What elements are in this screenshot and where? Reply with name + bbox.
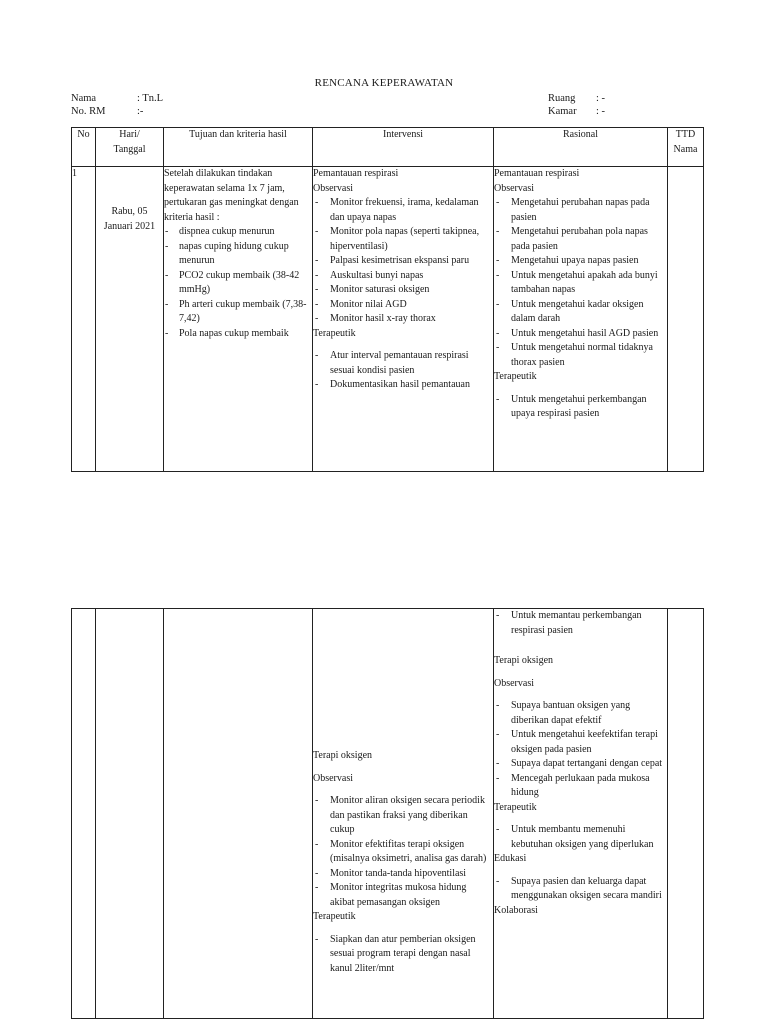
list-item: - Mengetahui perubahan pola napas pada pasien — [494, 225, 667, 254]
row-rasional — [494, 167, 668, 472]
rasional-observasi-list — [494, 699, 667, 801]
intervensi-terapeutik-list — [313, 933, 493, 977]
row-date: Rabu, 05 Januari 2021 — [96, 167, 164, 472]
col-intervensi: Intervensi — [313, 128, 494, 167]
row-tujuan — [164, 609, 313, 1019]
tujuan-list — [164, 225, 312, 341]
row-date — [96, 609, 164, 1019]
rasional-terapeutik-list — [494, 823, 667, 852]
list-item: - Untuk memantau perkembangan respirasi pasien — [494, 609, 667, 638]
row-ttd — [668, 609, 704, 1019]
kamar-value: : - — [596, 106, 606, 117]
rasional-terapeutik-list — [494, 393, 667, 422]
list-item: - Monitor saturasi oksigen — [313, 283, 493, 298]
table-header-row — [72, 128, 704, 167]
list-item: - Monitor hasil x-ray thorax — [313, 312, 493, 327]
care-plan-table-continued — [71, 608, 704, 1019]
list-item: - Untuk mengetahui hasil AGD pasien — [494, 327, 667, 342]
intervensi-observasi-list — [313, 794, 493, 910]
section-heading: Terapeutik — [313, 911, 356, 922]
section-heading: Terapeutik — [494, 371, 537, 382]
list-item: - PCO2 cukup membaik (38-42 mmHg) — [164, 269, 312, 298]
list-item: - Siapkan dan atur pemberian oksigen sesuai program terapi dengan nasal kanul 2liter/mnt — [313, 933, 493, 977]
section-heading: Observasi — [313, 772, 353, 784]
ruang-label: Ruang — [548, 93, 576, 104]
list-item: - Untuk mengetahui keefektifan terapi oksigen pada pasien — [494, 728, 667, 757]
list-item: - Monitor frekuensi, irama, kedalaman dan upaya napas — [313, 196, 493, 225]
nama-label: Nama — [71, 93, 97, 104]
list-item: - Untuk mengetahui apakah ada bunyi tambahan napas — [494, 269, 667, 298]
section-heading: Kolaborasi — [494, 904, 538, 916]
care-plan-table — [71, 127, 704, 472]
row-intervensi — [313, 609, 494, 1019]
row-tujuan — [164, 167, 313, 472]
rasional-continued-list — [494, 609, 667, 638]
section-heading: Observasi — [313, 182, 353, 194]
nama-value: : Tn.L — [137, 93, 164, 104]
list-item: - Palpasi kesimetrisan ekspansi paru — [313, 254, 493, 269]
rasional-observasi-list — [494, 196, 667, 370]
section-heading: Terapi oksigen — [494, 655, 554, 666]
col-tujuan: Tujuan dan kriteria hasil — [164, 128, 313, 167]
section-heading: Observasi — [494, 677, 534, 689]
ruang-value: : - — [596, 93, 606, 104]
list-item: - Auskultasi bunyi napas — [313, 269, 493, 284]
list-item: - Supaya dapat tertangani dengan cepat — [494, 757, 667, 772]
list-item: - Monitor tanda-tanda hipoventilasi — [313, 867, 493, 882]
list-item: - Supaya bantuan oksigen yang diberikan dapat efektif — [494, 699, 667, 728]
list-item: - Monitor nilai AGD — [313, 298, 493, 313]
row-number — [72, 609, 96, 1019]
row-intervensi — [313, 167, 494, 472]
list-item: - Monitor integritas mukosa hidung akibat pemasangan oksigen — [313, 881, 493, 910]
kamar-label: Kamar — [548, 106, 577, 117]
col-hari: Hari/ Tanggal — [96, 128, 164, 167]
patient-name — [71, 92, 163, 105]
row-ttd — [668, 167, 704, 472]
list-item: - Monitor aliran oksigen secara periodik dan pastikan fraksi yang diberikan cukup — [313, 794, 493, 838]
list-item: - dispnea cukup menurun — [164, 225, 312, 240]
list-item: - napas cuping hidung cukup menurun — [164, 240, 312, 269]
list-item: - Mengetahui upaya napas pasien — [494, 254, 667, 269]
list-item: - Mencegah perlukaan pada mukosa hidung — [494, 772, 667, 801]
norm-value: :- — [137, 106, 144, 117]
section-heading: Terapeutik — [494, 801, 537, 813]
section-heading: Edukasi — [494, 853, 527, 864]
section-heading: Pemantauan respirasi — [313, 168, 399, 179]
section-heading: Terapeutik — [313, 327, 356, 339]
list-item: - Untuk mengetahui kadar oksigen dalam darah — [494, 298, 667, 327]
document-title: RENCANA KEPERAWATAN — [314, 77, 454, 89]
table-row — [72, 609, 704, 1019]
list-item: - Ph arteri cukup membaik (7,38-7,42) — [164, 298, 312, 327]
intervensi-terapeutik-list — [313, 349, 493, 393]
list-item: - Atur interval pemantauan respirasi sesuai kondisi pasien — [313, 349, 493, 378]
table-row — [72, 167, 704, 472]
medical-record — [71, 105, 143, 118]
section-heading: Terapi oksigen — [313, 750, 373, 761]
list-item: - Dokumentasikan hasil pemantauan — [313, 378, 493, 393]
tujuan-intro: Setelah dilakukan tindakan keperawatan selama 1x 7 jam, pertukaran gas meningkat dengan kriteria hasil : — [164, 168, 299, 223]
intervensi-observasi-list — [313, 196, 493, 327]
rasional-edukasi-list — [494, 875, 667, 904]
list-item: - Monitor pola napas (seperti takipnea, hiperventilasi) — [313, 225, 493, 254]
col-ttd: TTD Nama — [668, 128, 704, 167]
list-item: - Untuk membantu memenuhi kebutuhan oksigen yang diperlukan — [494, 823, 667, 852]
list-item: - Pola napas cukup membaik — [164, 327, 312, 342]
norm-label: No. RM — [71, 106, 106, 117]
list-item: - Supaya pasien dan keluarga dapat menggunakan oksigen secara mandiri — [494, 875, 667, 904]
row-number: 1 — [72, 167, 96, 472]
room — [548, 92, 605, 105]
section-heading: Observasi — [494, 182, 534, 194]
col-rasional: Rasional — [494, 128, 668, 167]
list-item: - Untuk mengetahui normal tidaknya thorax pasien — [494, 341, 667, 370]
list-item: - Monitor efektifitas terapi oksigen (misalnya oksimetri, analisa gas darah) — [313, 838, 493, 867]
chamber — [548, 105, 605, 118]
list-item: - Untuk mengetahui perkembangan upaya respirasi pasien — [494, 393, 667, 422]
col-no: No — [72, 128, 96, 167]
list-item: - Mengetahui perubahan napas pada pasien — [494, 196, 667, 225]
row-rasional — [494, 609, 668, 1019]
section-heading: Pemantauan respirasi — [494, 168, 580, 179]
